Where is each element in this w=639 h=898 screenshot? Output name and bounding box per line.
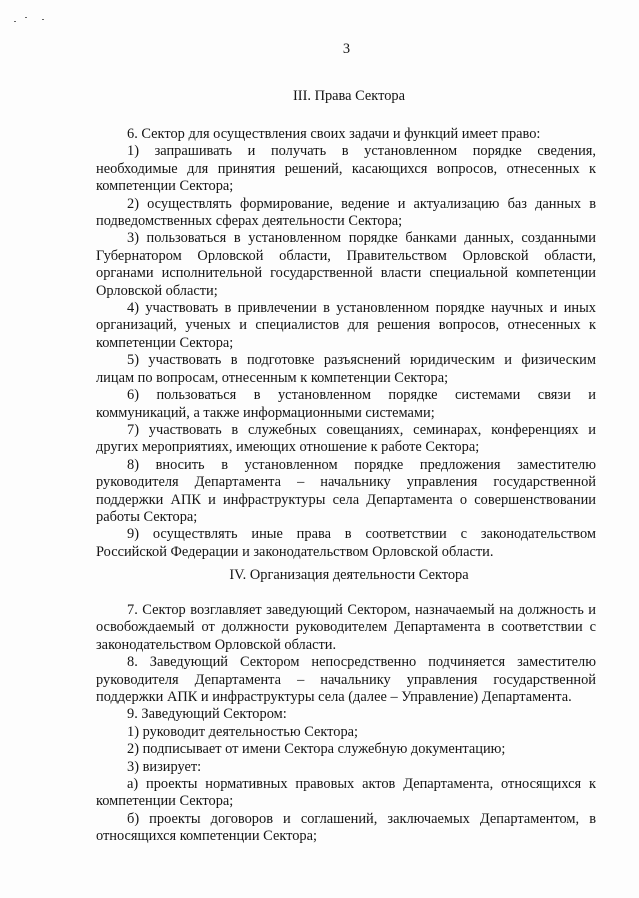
section-heading-rights: III. Права Сектора <box>293 88 405 104</box>
paragraph: 6) пользоваться в установленном порядке системами связи и коммуникаций, а также информационными системами; <box>96 387 596 421</box>
paragraph: 3) пользоваться в установленном порядке банками данных, созданными Губернатором Орловской области, Правительством Орловской области, органами исполнительной государственной власти специальной компетенции Орловской области; <box>96 230 596 299</box>
section-rights-body <box>96 126 596 561</box>
paragraph: 9) осуществлять иные права в соответствии с законодательством Российской Федерации и законодательством Орловской области. <box>96 526 596 560</box>
section-organization-body <box>96 602 596 846</box>
paragraph: 8. Заведующий Сектором непосредственно подчиняется заместителю руководителя Департамента – начальнику управления государственной поддержки АПК и инфраструктуры села (далее – Управление) Департамента. <box>96 654 596 706</box>
paragraph: 7) участвовать в служебных совещаниях, семинарах, конференциях и других мероприятиях, имеющих отношение к работе Сектора; <box>96 421 596 456</box>
paragraph: а) проекты нормативных правовых актов Департамента, относящихся к компетенции Сектора; <box>96 776 596 810</box>
paragraph: 4) участвовать в привлечении в установленном порядке научных и иных организаций, ученых и специалистов для решения вопросов, отнесенных к компетенции Сектора; <box>96 300 596 351</box>
paragraph: 7. Сектор возглавляет заведующий Сектором, назначаемый на должность и освобождаемый от должности руководителем Департамента в соответствии с законодательством Орловской области. <box>96 602 596 653</box>
paragraph: 8) вносить в установленном порядке предложения заместителю руководителя Департамента – начальнику управления государственной поддержки АПК и инфраструктуры села Департамента о совершенствовании работы Сектора; <box>96 456 596 525</box>
page-number: 3 <box>342 41 351 57</box>
paragraph: б) проекты договоров и соглашений, заключаемых Департаментом, в относящихся компетенции Сектора; <box>96 810 596 845</box>
paragraph: 6. Сектор для осуществления своих задачи и функций имеет право: <box>127 126 541 142</box>
paragraph: 9. Заведующий Сектором: <box>127 706 287 723</box>
paragraph: 1) запрашивать и получать в установленном порядке сведения, необходимые для принятия решений, касающихся вопросов, отнесенных к компетенции Сектора; <box>96 143 596 195</box>
paragraph: 5) участвовать в подготовке разъяснений юридическим и физическим лицам по вопросам, отнесенным к компетенции Сектора; <box>96 352 596 386</box>
scan-specks <box>14 17 54 25</box>
paragraph: 1) руководит деятельностью Сектора; <box>127 723 359 740</box>
paragraph: 2) осуществлять формирование, ведение и актуализацию баз данных в подведомственных сферах деятельности Сектора; <box>96 195 596 230</box>
paragraph: 2) подписывает от имени Сектора служебную документацию; <box>127 741 506 758</box>
section-heading-organization: IV. Организация деятельности Сектора <box>229 567 469 583</box>
paragraph: 3) визирует: <box>127 758 202 775</box>
